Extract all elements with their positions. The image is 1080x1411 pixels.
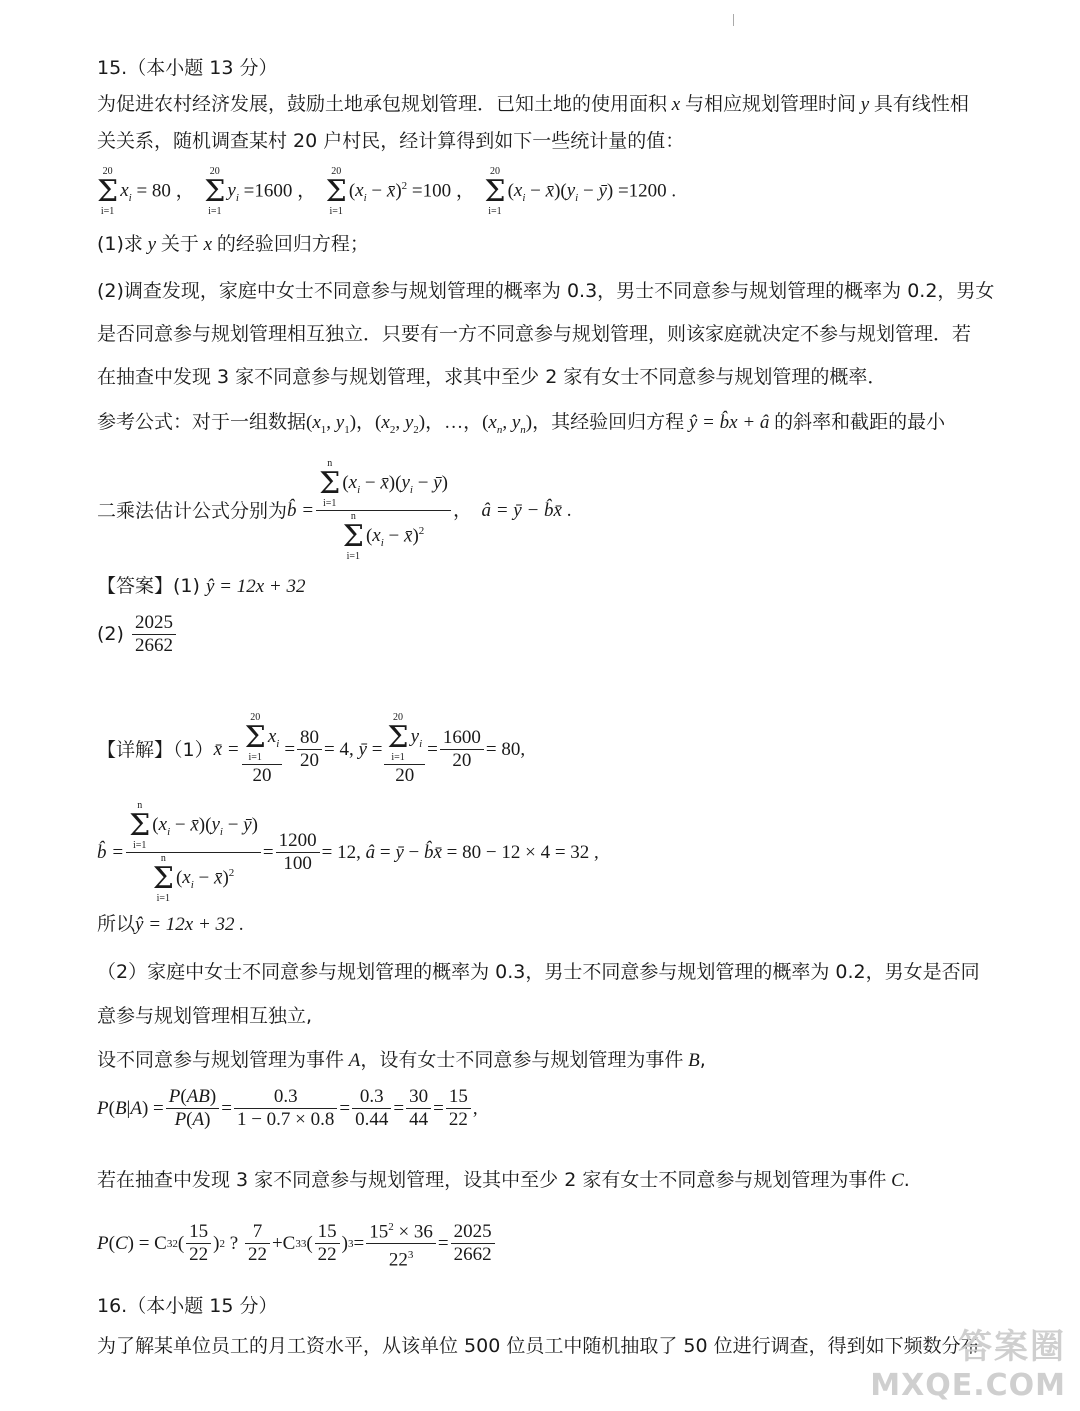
q16-header: 16.（本小题 15 分） [97,1295,278,1317]
detail-part1-conclusion: 所以ŷ = 12x + 32 . [97,913,245,935]
detail-part1-means: 【详解】（1） x̄ = 20 Σ i=1 $x_i$ 20 = $\frac{80}{20}$ = 4, ȳ = 20 Σ i=1 $y_i$ 20 = $\frac{1600}{20}$ = 80, [97,712,526,786]
detail-part2-conditional: P ( B | A ) = $\frac{P(AB)}{P(A)}$ = $\frac{0.3}{1 - 0.7 \times 0.8}$ = $\frac{0.3}{0.44}$ = $\frac{30}{44}$ = $\frac{15}{22}$ , [97,1086,478,1130]
q15-statistics: 20 Σ i=1 $x_i = 80$ ， 20 Σ i=1 $y_i =1600$ ， 20 Σ i=1 ($x_i$ − x̄)$^2$ =100 ， 20 Σ i=1 ($x_i$ − $x̄)(y_i$ − ȳ) =1200 . [97,166,677,217]
q15-header: 15.（本小题 13 分） [97,57,278,79]
q15-reference-formula: 二乘法估计公式分别为 b̂ = n Σ i=1 ($x_i$ − $x̄)(y_i$ − ȳ) n Σ i=1 ($x_i$ − x̄)$^2$ ， â = ȳ − b̂x̄ . [97,458,572,562]
q15-stem-line1: 为促进农村经济发展，鼓励土地承包规划管理．已知土地的使用面积 [97,93,668,115]
answer-part1: 【答案】(1) ŷ = 12x + 32 [97,575,306,597]
q15-stem-line2: 关关系，随机调查某村 20 户村民，经计算得到如下一些统计量的值： [97,130,685,152]
detail-part1-coefficients: b̂ = n Σ i=1 ($x_i$ − $x̄)(y_i$ − ȳ) n Σ i=1 ($x_i$ − x̄)$^2$ = $\frac{1200}{100}$ = 12, â = ȳ − b̂x̄ = 80 − 12 × 4 = 32 , [97,800,599,904]
q15-part2: (2)调查发现，家庭中女士不同意参与规划管理的概率为 0.3，男士不同意参与规划管理的概率为 0.2，男女 是否同意参与规划管理相互独立．只要有一方不同意参与规划管理，则该家庭就决定不参与规划管理．若 在抽查中发现 3 家不同意参与规划管理，求其中至少 2 家有女士不同意参与规划管理的概率． [97,280,995,388]
q15-stem: 为促进农村经济发展，鼓励土地承包规划管理．已知土地的使用面积 x 与相应规划管理时间 y 具有线性相 关关系，随机调查某村 20 户村民，经计算得到如下一些统计量的值： [97,86,985,159]
q16-stem: 为了解某单位员工的月工资水平，从该单位 500 位员工中随机抽取了 50 位进行调查，得到如下频数分布 [97,1335,980,1357]
answer-part2: (2) $\frac{2025}{2662}$ [97,612,985,657]
watermark-logo: 答案圈 MXQE.COM [870,1327,1066,1403]
q15-reference: 参考公式：对于一组数据($x_1$, $y_1$)，($x_2$, $y_2$)，…，($x_n$, $y_n$)，其经验回归方程 ŷ = b̂x + â 的斜率和截距的最小 [97,411,946,436]
detail-part2-event-c: 若在抽查中发现 3 家不同意参与规划管理，设其中至少 2 家有女士不同意参与规划管理为事件 C. [97,1169,910,1191]
q15-part1: (1)求 y 关于 x 的经验回归方程； [97,233,369,255]
detail-part2-probability: P ( C ) = C 3 2 ( $\frac{15}{22}$ ) 2 ? $\frac{7}{22}$ +C 3 3 ( $\frac{15}{22}$ ) 3 = $\frac{15^2 \times 36}{22^3}$ = $\frac{2025}{2662}$ [97,1216,985,1272]
detail-part2-intro: （2）家庭中女士不同意参与规划管理的概率为 0.3，男士不同意参与规划管理的概率为 0.2，男女是否同 意参与规划管理相互独立, 设不同意参与规划管理为事件 A，设有女士不同意参与规划管理为事件 B, [97,961,980,1071]
page-mark [733,14,734,26]
